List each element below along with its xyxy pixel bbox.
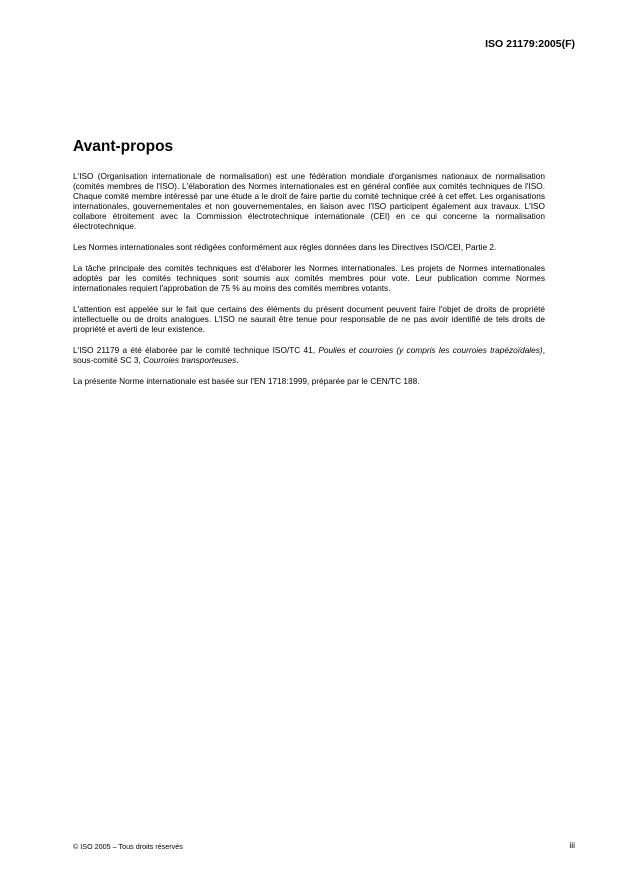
document-id-header: ISO 21179:2005(F)	[485, 38, 575, 50]
prepared-by-text-1: L'ISO 21179 a été élaborée par le comité technique ISO/TC 41,	[73, 345, 319, 355]
paragraph-iso-organisation: L'ISO (Organisation internationale de normalisation) est une fédération mondiale d'organismes nationaux de normalisation (comités membres de l'ISO). L'élaboration des Normes internationales est en général confiée aux comités techniques de l'ISO. Chaque comité membre intéressé par une étude a le droit de faire partie du comité technique créé à cet effet. Les organisations internationales, gouvernementales et non gouvernementales, en liaison avec l'ISO participent également aux travaux. L'ISO collabore étroitement avec la Commission électrotechnique internationale (CEI) en ce qui concerne la normalisation électrotechnique.	[73, 171, 545, 231]
subcommittee-title: Courroies transporteuses	[143, 355, 237, 365]
page-number: iii	[569, 840, 575, 850]
paragraph-prepared-by	[73, 345, 545, 365]
page-title: Avant-propos	[73, 138, 174, 155]
paragraph-technical-committees: La tâche principale des comités techniques est d'élaborer les Normes internationales. Les projets de Normes internationales adoptés par les comités techniques sont soumis aux comités membres pour vote. Leur publication comme Normes internationales requiert l'approbation de 75 % au moins des comités membres votants.	[73, 263, 545, 293]
foreword-body	[73, 171, 545, 397]
committee-title: Poulies et courroies (y compris les courroies trapézoïdales)	[318, 345, 543, 355]
prepared-by-text-2: , sous-comité SC 3,	[73, 345, 545, 365]
prepared-by-text-3: .	[236, 355, 239, 365]
paragraph-patent-rights: L'attention est appelée sur le fait que certains des éléments du présent document peuvent faire l'objet de droits de propriété intellectuelle ou de droits analogues. L'ISO ne saurait être tenue pour responsable de ne pas avoir identifié de tels droits de propriété et averti de leur existence.	[73, 304, 545, 334]
paragraph-based-on: La présente Norme internationale est basée sur l'EN 1718:1999, préparée par le CEN/TC 188.	[73, 376, 420, 386]
copyright-notice: © ISO 2005 – Tous droits réservés	[73, 842, 183, 851]
paragraph-directives: Les Normes internationales sont rédigées conformément aux règles données dans les Directives ISO/CEI, Partie 2.	[73, 242, 497, 252]
